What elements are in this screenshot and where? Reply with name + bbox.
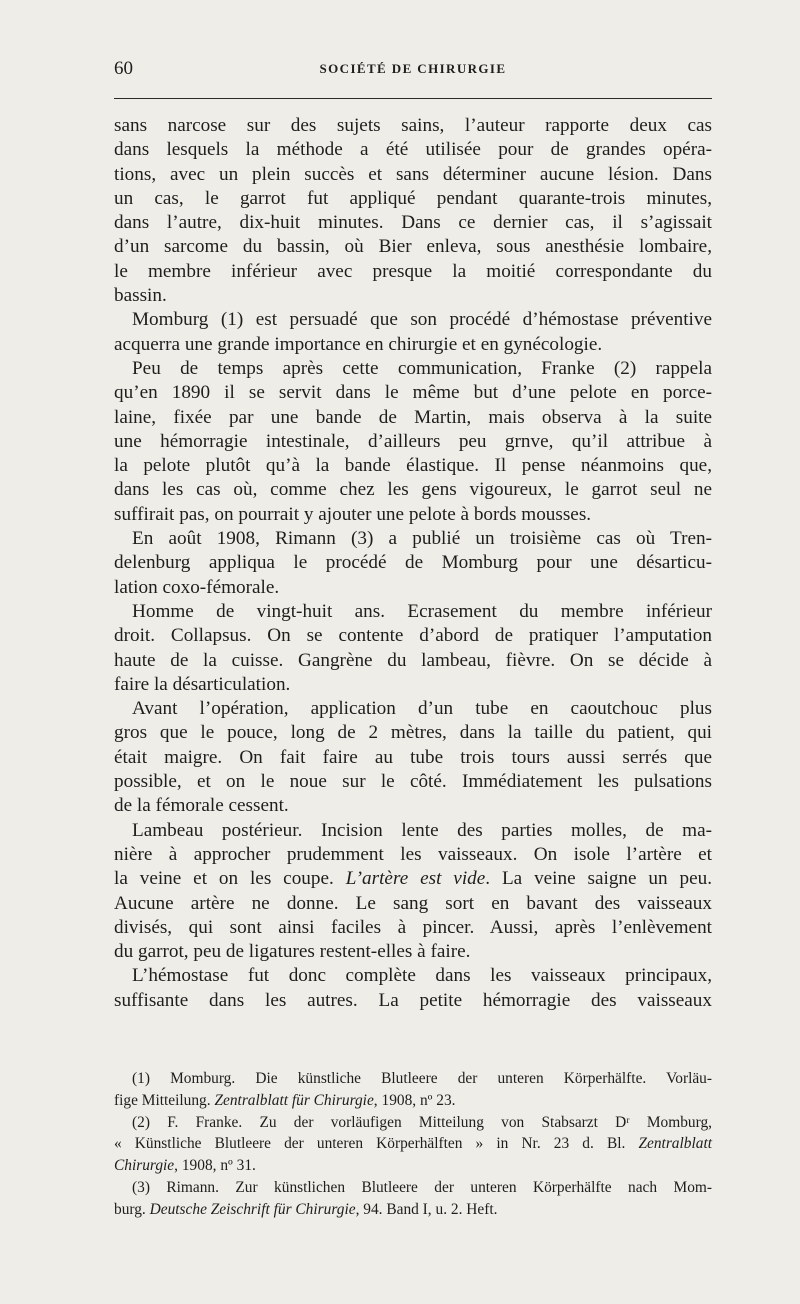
text-line: qu’en 1890 il se servit dans le même but d’une pelote en porce- (114, 382, 712, 404)
text-run: , 94. Band I, u. 2. Heft. (355, 1200, 498, 1218)
text-line: d’un sarcome du bassin, où Bier enleva, sous anesthésie lombaire, (114, 236, 712, 258)
paragraph (114, 600, 712, 697)
text-run: , 1908, nº 23. (373, 1091, 456, 1109)
text-run: burg. (114, 1200, 150, 1218)
text-line: bassin. (114, 285, 167, 307)
text-line: dans les cas où, comme chez les gens vigoureux, le garrot seul ne (114, 479, 712, 501)
paragraph (114, 308, 712, 357)
text-line: (3) Rimann. Zur künstlichen Blutleere der unteren Körperhälfte nach Mom- (132, 1178, 712, 1196)
text-line: Avant l’opération, application d’un tube en caoutchouc plus (132, 698, 712, 720)
text-line: droit. Collapsus. On se contente d’abord de pratiquer l’amputation (114, 625, 712, 647)
text-line (114, 1133, 712, 1155)
footnote (114, 1112, 712, 1177)
text-line: haute de la cuisse. Gangrène du lambeau, fièvre. On se décide à (114, 649, 712, 671)
text-line: un cas, le garrot fut appliqué pendant quarante-trois minutes, (114, 187, 712, 209)
text-line: dans l’autre, dix-huit minutes. Dans ce dernier cas, il s’agissait (114, 212, 712, 234)
text-line (114, 867, 712, 891)
journal-title: Deutsche Zeischrift für Chirurgie (149, 1200, 356, 1218)
journal-title: Zentralblatt (638, 1135, 712, 1153)
body-text (114, 114, 712, 1013)
text-run: , 1908, nº 31. (174, 1157, 256, 1175)
text-line: le membre inférieur avec presque la moitié correspondante du (114, 260, 712, 282)
text-line: était maigre. On fait faire au tube trois tours aussi serrés que (114, 746, 712, 768)
text-line: faire la désarticulation. (114, 673, 291, 695)
text-line: suffirait pas, on pourrait y ajouter une pelote à bords mousses. (114, 503, 592, 525)
text-line: (1) Momburg. Die künstliche Blutleere der unteren Körperhälfte. Vorläu- (132, 1070, 712, 1087)
text-line: de la fémorale cessent. (114, 795, 289, 817)
text-run: « Künstliche Blutleere der unteren Körperhälften » in Nr. 23 d. Bl. (114, 1135, 639, 1153)
text-line: lation coxo-fémorale. (114, 576, 280, 598)
paragraph (114, 819, 712, 965)
journal-title: Zentralblatt für Chirurgie (214, 1091, 374, 1109)
text-line: nière à approcher prudemment les vaisseaux. On isole l’artère et (114, 843, 712, 865)
page-number: 60 (114, 58, 133, 79)
text-line: En août 1908, Rimann (3) a publié un troisième cas où Tren- (132, 528, 712, 550)
text-line: Homme de vingt-huit ans. Ecrasement du membre inférieur (132, 600, 712, 622)
text-line: la pelote plutôt qu’à la bande élastique. Il pense néanmoins que, (114, 455, 712, 477)
text-line: dans lesquels la méthode a été utilisée pour de grandes opéra- (114, 139, 712, 161)
footnote (114, 1177, 712, 1221)
text-line: acquerra une grande importance en chirurgie et en gynécologie. (114, 333, 603, 355)
paragraph (114, 357, 712, 527)
text-run: fige Mitteilung. (114, 1091, 215, 1109)
text-line: laine, fixée par une bande de Martin, mais observa à la suite (114, 406, 712, 428)
paragraph (114, 697, 712, 818)
text-line: gros que le pouce, long de 2 mètres, dans la taille du patient, qui (114, 722, 712, 744)
text-line: une hémorragie intestinale, d’ailleurs peu grnve, qu’il attribue à (114, 430, 712, 452)
footnotes (114, 1068, 712, 1221)
text-run: la veine et on les coupe. (114, 868, 346, 890)
header-rule (114, 98, 712, 99)
text-line: Lambeau postérieur. Incision lente des parties molles, de ma- (132, 819, 712, 841)
paragraph (114, 964, 712, 1013)
text-line: delenburg appliqua le procédé de Momburg pour une désarticu- (114, 552, 712, 574)
text-line (114, 1199, 712, 1221)
text-line: L’hémostase fut donc complète dans les vaisseaux principaux, (132, 965, 712, 987)
text-line: du garrot, peu de ligatures restent-elles à faire. (114, 941, 471, 963)
text-line: divisés, qui sont ainsi faciles à pincer. Aussi, après l’enlèvement (114, 916, 712, 938)
text-line: Aucune artère ne donne. Le sang sort en bavant des vaisseaux (114, 892, 712, 914)
text-line (114, 1155, 712, 1177)
footnote (114, 1068, 712, 1112)
text-line: Momburg (1) est persuadé que son procédé d’hémostase préventive (132, 309, 712, 331)
text-line (114, 1090, 712, 1112)
text-line: Peu de temps après cette communication, Franke (2) rappela (132, 357, 712, 379)
text-line: tions, avec un plein succès et sans déterminer aucune lésion. Dans (114, 163, 712, 185)
italic-phrase: L’artère est vide (345, 868, 486, 890)
running-title: SOCIÉTÉ DE CHIRURGIE (319, 61, 507, 76)
journal-title: Chirurgie (114, 1157, 175, 1175)
text-line: sans narcose sur des sujets sains, l’auteur rapporte deux cas (114, 115, 712, 136)
text-run: . La veine saigne un peu. (485, 868, 712, 890)
paragraph (114, 527, 712, 600)
text-line: suffisante dans les autres. La petite hémorragie des vaisseaux (114, 989, 712, 1011)
text-line: possible, et on le noue sur le côté. Immédiatement les pulsations (114, 771, 712, 793)
paragraph (114, 114, 712, 308)
text-line: (2) F. Franke. Zu der vorläufigen Mitteilung von Stabsarzt Dʳ Momburg, (132, 1113, 712, 1131)
page-header (114, 58, 712, 88)
